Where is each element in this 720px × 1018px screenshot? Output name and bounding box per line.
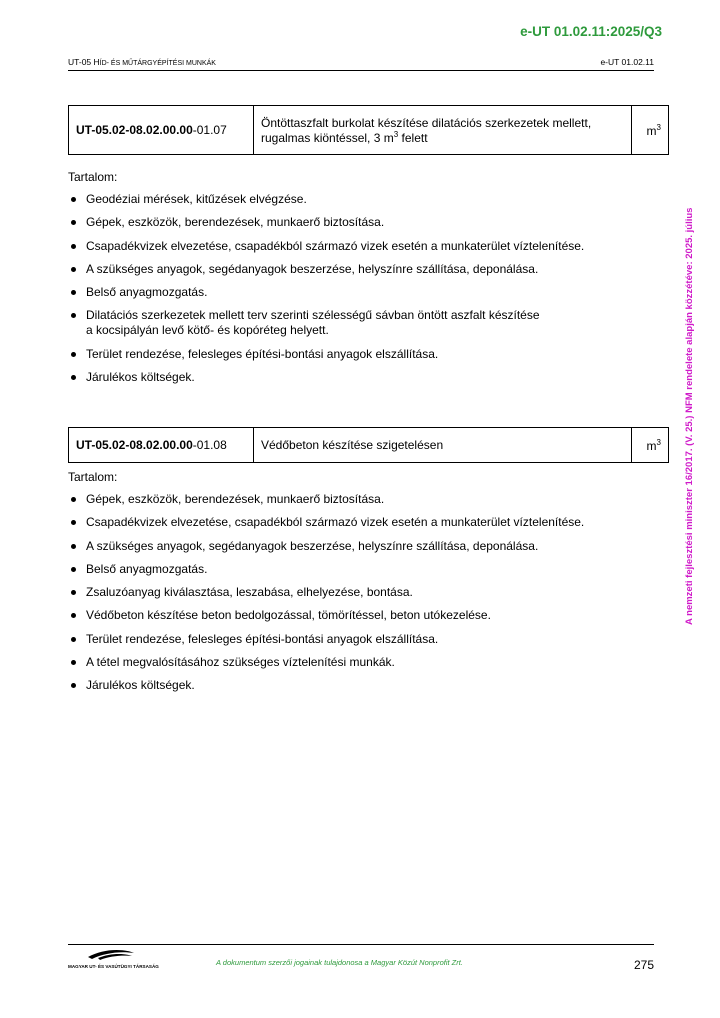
document-code: e-UT 01.02.11:2025/Q3 [520, 24, 662, 39]
list-item: Csapadékvizek elvezetése, csapadékból származó vizek esetén a munkaterület víztelenítése. [68, 515, 668, 530]
publication-side-note: A nemzeti fejlesztési miniszter 16/2017. (V. 25.) NFM rendelete alapján közzétéve: 2025. július [684, 207, 695, 625]
header-chapter-smallcaps: ÍD- ÉS MŰTÁRGYÉPÍTÉSI MUNKÁK [99, 60, 216, 67]
list-item [68, 308, 668, 338]
item-description-line1: Öntöttaszfalt burkolat készítése dilatációs szerkezetek mellett, [261, 115, 592, 130]
list-item: Gépek, eszközök, berendezések, munkaerő biztosítása. [68, 215, 668, 230]
society-logo [68, 948, 168, 972]
content-label: Tartalom: [68, 470, 118, 484]
item-description-text: felett [398, 130, 428, 145]
item-code-suffix: -01.07 [192, 123, 227, 137]
item-unit [632, 106, 669, 155]
copyright-note: A dokumentum szerzői jogainak tulajdonosa a Magyar Közút Nonprofit Zrt. [216, 958, 463, 967]
item-unit [632, 428, 669, 463]
list-item: Gépek, eszközök, berendezések, munkaerő biztosítása. [68, 492, 668, 507]
header-chapter-prefix: UT-05 H [68, 57, 100, 67]
superscript: 3 [393, 129, 399, 139]
list-item-line: Dilatációs szerkezetek mellett terv szerinti szélességű sávban öntött aszfalt készítése [86, 308, 540, 323]
page-number: 275 [633, 958, 654, 972]
content-list [68, 492, 668, 693]
unit-superscript: 3 [656, 437, 661, 447]
list-item: Járulékos költségek. [68, 678, 668, 693]
item-code-main: UT-05.02-08.02.00.00 [76, 123, 193, 137]
list-item: A szükséges anyagok, segédanyagok beszerzése, helyszínre szállítása, deponálása. [68, 262, 668, 277]
content-list [68, 192, 668, 385]
list-item: Védőbeton készítése beton bedolgozással, tömörítéssel, beton utókezelése. [68, 608, 668, 623]
unit-superscript: 3 [656, 122, 661, 132]
item-content-01-08 [68, 470, 668, 702]
list-item: Geodéziai mérések, kitűzések elvégzése. [68, 192, 668, 207]
list-item: Járulékos költségek. [68, 370, 668, 385]
unit-text: m [646, 123, 657, 138]
item-table-01-08 [68, 427, 669, 463]
footer-divider [68, 944, 654, 945]
header-document-ref: e-UT 01.02.11 [600, 57, 654, 67]
list-item: Terület rendezése, felesleges építési-bontási anyagok elszállítása. [68, 347, 668, 362]
item-description [254, 106, 632, 155]
header-divider [68, 70, 654, 71]
list-item: Belső anyagmozgatás. [68, 285, 668, 300]
item-description: Védőbeton készítése szigetelésen [254, 428, 632, 463]
list-item: A szükséges anyagok, segédanyagok beszerzése, helyszínre szállítása, deponálása. [68, 539, 668, 554]
item-code-main: UT-05.02-08.02.00.00 [76, 438, 193, 452]
list-item: A tétel megvalósításához szükséges víztelenítési munkák. [68, 655, 668, 670]
item-content-01-07 [68, 170, 668, 393]
unit-text: m [646, 438, 657, 453]
list-item-line: a kocsipályán levő kötő- és kopóréteg helyett. [86, 323, 329, 338]
list-item: Zsaluzóanyag kiválasztása, leszabása, elhelyezése, bontása. [68, 585, 668, 600]
item-description-text: rugalmas kiöntéssel, 3 m [261, 130, 394, 145]
item-table-01-07 [68, 105, 669, 155]
item-code-suffix: -01.08 [192, 438, 227, 452]
item-description-line2 [261, 130, 624, 145]
item-code [69, 428, 254, 463]
content-label: Tartalom: [68, 170, 118, 184]
list-item: Terület rendezése, felesleges építési-bontási anyagok elszállítása. [68, 632, 668, 647]
logo-text: MAGYAR UT- ÉS VASÚTÜGYI TÁRSASÁG [68, 964, 159, 969]
list-item: Csapadékvizek elvezetése, csapadékból származó vizek esetén a munkaterület víztelenítése. [68, 239, 668, 254]
item-code [69, 106, 254, 155]
header-chapter-title [68, 57, 216, 67]
list-item: Belső anyagmozgatás. [68, 562, 668, 577]
